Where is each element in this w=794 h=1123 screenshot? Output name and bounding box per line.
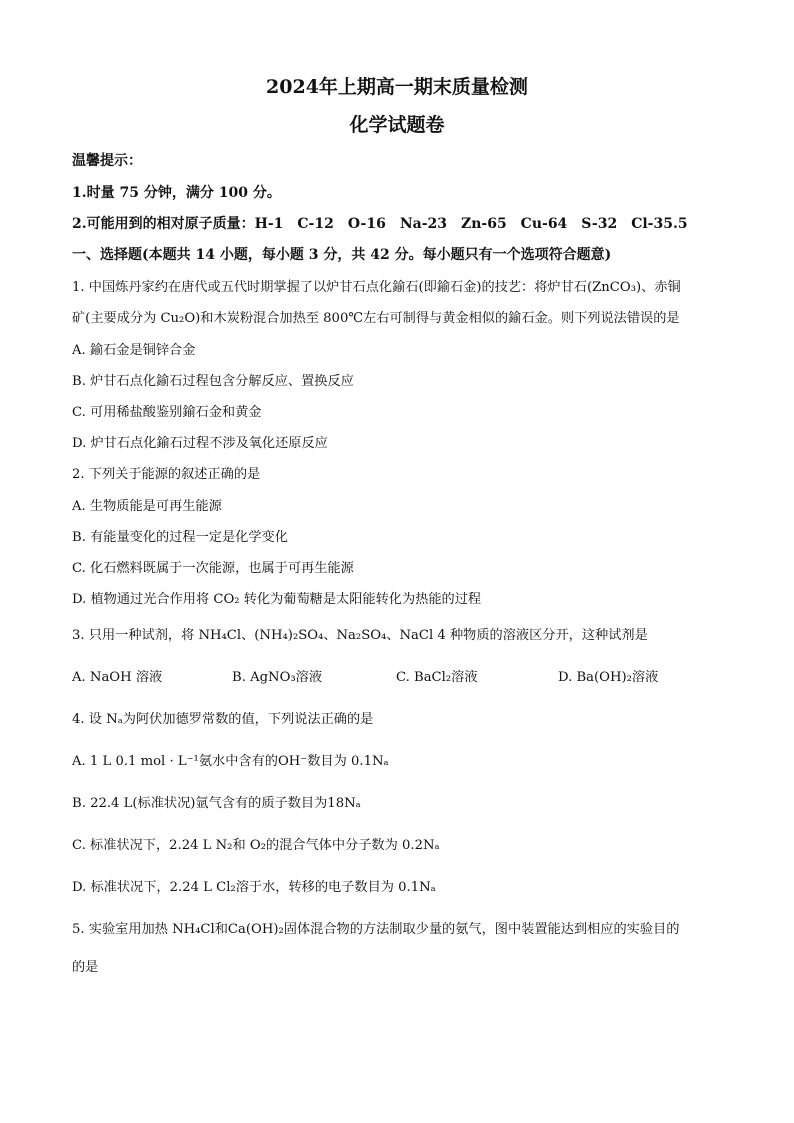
q3-option-b: B. AgNO₃溶液 [232, 670, 323, 685]
q3-option-d: D. Ba(OH)₂溶液 [558, 670, 659, 685]
q4-option-b: B. 22.4 L(标准状况)氩气含有的质子数目为18Nₐ [72, 796, 361, 811]
q5-stem-line2: 的是 [72, 960, 99, 975]
notes-heading: 温馨提示： [72, 153, 142, 169]
q1-option-c: C. 可用稀盐酸鉴别鍮石金和黄金 [72, 405, 262, 420]
section-heading: 一、选择题(本题共 14 小题，每小题 3 分，共 42 分。每小题只有一个选项符合题意) [72, 247, 612, 263]
q1-option-a: A. 鍮石金是铜锌合金 [72, 343, 196, 358]
q4-option-a: A. 1 L 0.1 mol · L⁻¹氨水中含有的OH⁻数目为 0.1Nₐ [72, 754, 389, 769]
q2-option-b: B. 有能量变化的过程一定是化学变化 [72, 530, 288, 545]
q1-option-d: D. 炉甘石点化鍮石过程不涉及氧化还原反应 [72, 436, 328, 451]
q4-option-d: D. 标准状况下，2.24 L Cl₂溶于水，转移的电子数目为 0.1Nₐ [72, 880, 436, 895]
q1-stem-line2: 矿(主要成分为 Cu₂O)和木炭粉混合加热至 800℃左右可制得与黄金相似的鍮石金。则下列说法错误的是 [72, 311, 680, 326]
q4-stem: 4. 设 Nₐ为阿伏加德罗常数的值，下列说法正确的是 [72, 712, 374, 727]
q3-option-c: C. BaCl₂溶液 [396, 670, 478, 685]
q2-stem: 2. 下列关于能源的叙述正确的是 [72, 467, 261, 482]
q3-stem: 3. 只用一种试剂，将 NH₄Cl、(NH₄)₂SO₄、Na₂SO₄、NaCl 4 种物质的溶液区分开，这种试剂是 [72, 628, 648, 643]
q3-option-a: A. NaOH 溶液 [72, 670, 163, 685]
q5-stem-line1: 5. 实验室用加热 NH₄Cl和Ca(OH)₂固体混合物的方法制取少量的氨气，图中装置能达到相应的实验目的 [72, 922, 680, 937]
exam-title: 2024年上期高一期末质量检测 [266, 76, 528, 98]
q2-option-c: C. 化石燃料既属于一次能源，也属于可再生能源 [72, 561, 354, 576]
q2-option-a: A. 生物质能是可再生能源 [72, 499, 222, 514]
exam-subtitle: 化学试题卷 [349, 114, 445, 136]
notes-atomic-mass: 2.可能用到的相对原子质量：H-1 C-12 O-16 Na-23 Zn-65 Cu-64 S-32 Cl-35.5 [72, 216, 688, 232]
notes-time: 1.时量 75 分钟，满分 100 分。 [72, 185, 281, 201]
q1-option-b: B. 炉甘石点化鍮石过程包含分解反应、置换反应 [72, 374, 354, 389]
q1-stem-line1: 1. 中国炼丹家约在唐代或五代时期掌握了以炉甘石点化鍮石(即鍮石金)的技艺：将炉甘石(ZnCO₃)、赤铜 [72, 280, 681, 295]
q4-option-c: C. 标准状况下，2.24 L N₂和 O₂的混合气体中分子数为 0.2Nₐ [72, 838, 440, 853]
q2-option-d: D. 植物通过光合作用将 CO₂ 转化为葡萄糖是太阳能转化为热能的过程 [72, 592, 482, 607]
